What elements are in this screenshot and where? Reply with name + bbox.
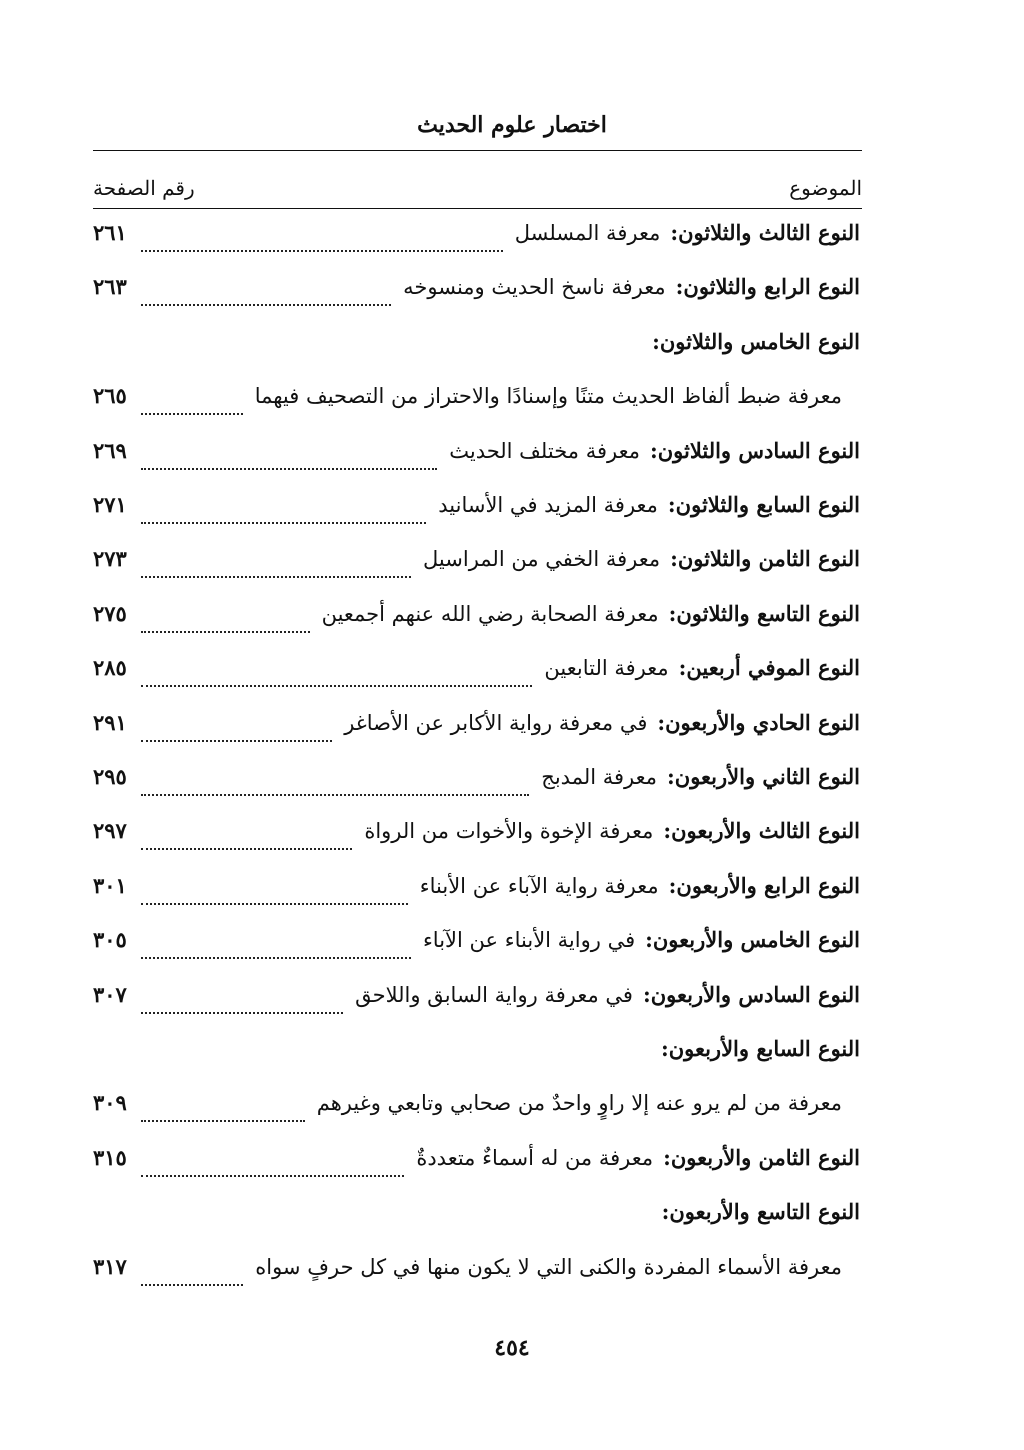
toc-entry <box>93 546 860 600</box>
entry-title: معرفة الخفي من المراسيل <box>423 547 661 572</box>
dot-leader <box>141 468 437 470</box>
entry-label: النوع الموفي أربعين: <box>678 655 860 681</box>
entry-label: النوع الثامن والأربعون: <box>663 1144 860 1170</box>
entry-label: النوع التاسع والثلاثون: <box>668 600 860 626</box>
entry-label: النوع الخامس والثلاثون: <box>652 328 860 354</box>
entry-page-number: ٢٦٣ <box>93 274 127 300</box>
toc-entry <box>93 274 860 328</box>
toc-entry <box>93 818 860 872</box>
toc-entry <box>93 710 860 764</box>
entry-label: النوع السادس والأربعون: <box>642 981 860 1007</box>
dot-leader <box>141 1284 243 1286</box>
page-number: ٤٥٤ <box>494 1335 530 1361</box>
toc-entry <box>93 438 860 492</box>
entry-page-number: ٢٧١ <box>93 492 127 517</box>
entry-page-number: ٢٧٣ <box>93 546 127 572</box>
entry-page-number: ٢٨٥ <box>93 655 127 681</box>
entry-label: النوع الثالث والثلاثون: <box>670 220 860 245</box>
entry-label: النوع السابع والثلاثون: <box>667 492 860 517</box>
column-heading-topic: الموضوع <box>789 176 862 200</box>
toc-entry <box>93 927 860 981</box>
entry-label: النوع الثامن والثلاثون: <box>670 546 860 572</box>
dot-leader <box>141 413 243 415</box>
toc-entry <box>93 1036 860 1090</box>
column-heading-page: رقم الصفحة <box>93 176 195 200</box>
entry-label: النوع الرابع والأربعون: <box>668 872 860 898</box>
toc-entry <box>93 329 860 383</box>
toc-entry <box>93 383 860 437</box>
entry-page-number: ٢٧٥ <box>93 600 127 626</box>
dot-leader <box>141 631 310 633</box>
toc-entry <box>93 601 860 655</box>
toc-entry <box>93 220 860 274</box>
entry-title: في معرفة رواية الأكابر عن الأصاغر <box>344 710 648 735</box>
entry-title: معرفة من له أسماءٌ متعددةٌ <box>416 1145 654 1170</box>
toc-entry <box>93 492 860 546</box>
dot-leader <box>141 304 391 306</box>
entry-label: النوع الخامس والأربعون: <box>645 927 860 953</box>
entry-label: النوع الحادي والأربعون: <box>657 709 860 735</box>
dot-leader <box>141 1012 343 1014</box>
entry-title: معرفة من لم يرو عنه إلا راوٍ واحدٌ من صحابي وتابعي وغيرهم <box>316 1091 842 1116</box>
entry-label: النوع الثاني والأربعون: <box>667 764 860 789</box>
entry-title: معرفة الصحابة رضي الله عنهم أجمعين <box>321 601 659 626</box>
dot-leader <box>141 1175 404 1177</box>
toc-entry <box>93 655 860 709</box>
toc-entry <box>93 982 860 1036</box>
toc-entry <box>93 764 860 818</box>
entry-page-number: ٣٠١ <box>93 872 127 898</box>
entry-label: النوع الرابع والثلاثون: <box>675 274 860 300</box>
entry-title: معرفة الأسماء المفردة والكنى التي لا يكون منها في كل حرفٍ سواه <box>255 1254 842 1279</box>
toc-entry <box>93 1145 860 1199</box>
dot-leader <box>141 250 503 252</box>
entry-page-number: ٢٦٥ <box>93 383 127 409</box>
entry-page-number: ٣٠٧ <box>93 981 127 1007</box>
entry-title: معرفة المزيد في الأسانيد <box>438 493 658 517</box>
entry-page-number: ٣١٥ <box>93 1144 127 1170</box>
entry-page-number: ٢٩١ <box>93 709 127 735</box>
entry-page-number: ٢٦٩ <box>93 437 127 463</box>
entry-page-number: ٢٩٥ <box>93 764 127 789</box>
dot-leader <box>141 522 426 524</box>
entry-label: النوع السابع والأربعون: <box>660 1036 860 1061</box>
entry-title: معرفة التابعين <box>544 656 669 681</box>
header-rule <box>93 208 862 209</box>
top-rule <box>93 150 862 151</box>
dot-leader <box>141 1120 305 1122</box>
toc-entry <box>93 1199 860 1253</box>
entry-title: معرفة رواية الآباء عن الأبناء <box>419 873 659 898</box>
entry-page-number: ٢٦١ <box>93 220 127 245</box>
toc-entry <box>93 1090 860 1144</box>
entry-page-number: ٣١٧ <box>93 1253 127 1279</box>
entry-title: معرفة الإخوة والأخوات من الرواة <box>364 819 654 844</box>
dot-leader <box>141 848 352 850</box>
running-title: اختصار علوم الحديث <box>417 112 607 138</box>
toc-entry <box>93 873 860 927</box>
dot-leader <box>141 740 332 742</box>
entry-title: معرفة ناسخ الحديث ومنسوخه <box>403 275 666 300</box>
dot-leader <box>141 957 411 959</box>
entry-label: النوع السادس والثلاثون: <box>649 437 860 463</box>
toc-entry <box>93 1254 860 1308</box>
dot-leader <box>141 685 533 687</box>
entry-title: معرفة المسلسل <box>514 221 661 245</box>
dot-leader <box>141 794 529 796</box>
entry-title: في معرفة رواية السابق واللاحق <box>355 982 633 1007</box>
dot-leader <box>141 903 408 905</box>
entry-title: في رواية الأبناء عن الآباء <box>422 928 636 953</box>
entry-label: النوع التاسع والأربعون: <box>661 1199 860 1225</box>
dot-leader <box>141 576 411 578</box>
entry-title: معرفة مختلف الحديث <box>449 438 640 463</box>
entry-page-number: ٣٠٩ <box>93 1090 127 1116</box>
entry-title: معرفة المدبج <box>541 765 658 789</box>
entry-label: النوع الثالث والأربعون: <box>663 818 860 844</box>
entry-page-number: ٣٠٥ <box>93 927 127 953</box>
entry-title: معرفة ضبط ألفاظ الحديث متنًا وإسنادًا والاحتراز من التصحيف فيهما <box>254 384 842 409</box>
entry-page-number: ٢٩٧ <box>93 818 127 844</box>
